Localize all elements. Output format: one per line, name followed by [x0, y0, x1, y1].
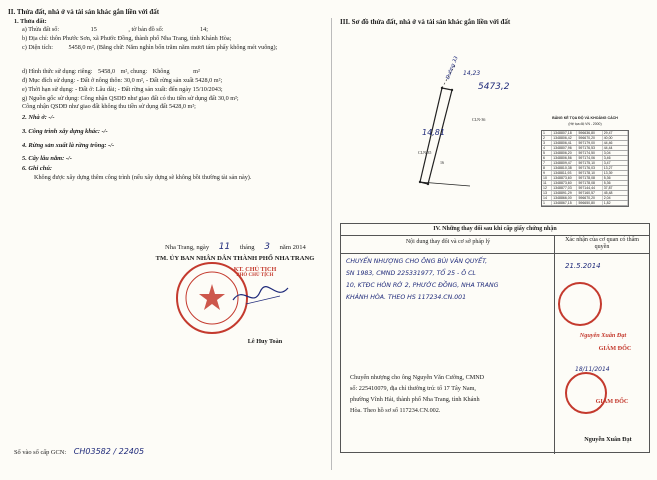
- coords-cell: 597178,10: [577, 171, 602, 175]
- map-neighbor-3: 16: [440, 160, 444, 165]
- coords-row: [542, 201, 628, 206]
- usage-form-label: d) Hình thức sử dụng: riêng:: [22, 68, 93, 75]
- coords-cell: 10: [542, 176, 552, 180]
- coords-cell: 7: [542, 161, 552, 165]
- cert-value: CH03582 / 22405: [73, 447, 145, 456]
- usage-unit2: m²: [193, 68, 200, 75]
- coords-cell: 5: [542, 151, 552, 155]
- typed-line-1: Chuyển nhượng cho ông Nguyễn Văn Cường, CMND: [350, 374, 485, 381]
- parcel-heading: 1. Thửa đất:: [14, 18, 47, 25]
- term-label: e) Thời hạn sử dụng:: [22, 86, 74, 93]
- signer-role-1: KT. CHỦ TỊCH: [233, 266, 277, 273]
- confirm-role-2: GIÁM ĐỐC: [595, 398, 629, 405]
- cert-label: Số vào sổ cấp GCN:: [14, 449, 67, 456]
- col-confirm-header: Xác nhận của cơ quan có thẩm quyền: [555, 236, 649, 254]
- coords-cell: 1348809,47: [552, 161, 577, 165]
- address-line: b) Địa chỉ: thôn Phước Sơn, xã Phước Đồng, thành phố Nha Trang, tỉnh Khánh Hòa;: [22, 35, 232, 42]
- signature-icon: [228, 280, 298, 310]
- coords-cell: 2: [542, 136, 552, 140]
- coords-cell: 597179,00: [577, 141, 602, 145]
- map-area: 5473,2: [478, 82, 510, 92]
- purpose-label: đ) Mục đích sử dụng:: [22, 77, 76, 84]
- coords-cell: 3: [542, 141, 552, 145]
- col-content-header: Nội dung thay đổi và cơ sở pháp lý: [341, 236, 555, 254]
- coords-cell: 1348866,00: [552, 196, 577, 200]
- coords-cell: 597178,08: [577, 176, 602, 180]
- usage-private: 5458,0: [98, 68, 116, 75]
- map-dim-2: 14,81: [422, 128, 445, 137]
- typed-line-3: phường Vĩnh Hải, thành phố Nha Trang, tỉnh Khánh: [350, 396, 480, 403]
- coords-cell: 597178,08: [577, 181, 602, 185]
- coords-cell: 1348807,96: [552, 146, 577, 150]
- year-label: năm 2014: [279, 244, 306, 251]
- coords-cell: 596670,20: [577, 196, 602, 200]
- coords-cell: 13,39: [603, 171, 628, 175]
- coords-cell: 1348873,60: [552, 181, 577, 185]
- area-label: c) Diện tích:: [22, 44, 53, 51]
- coords-cell: 1348806,20: [552, 151, 577, 155]
- coords-cell: 13: [542, 191, 552, 195]
- coords-cell: 1348810,38: [552, 166, 577, 170]
- coords-cell: 1348807,18: [552, 131, 577, 135]
- map-no-label: , tờ bản đồ số:: [128, 26, 164, 33]
- signer-name: Lê Huy Toàn: [247, 338, 283, 345]
- changes-title: IV. Những thay đổi sau khi cấp giấy chứng nhận: [341, 224, 649, 236]
- coords-cell: 3,47: [603, 161, 628, 165]
- place-date-prefix: Nha Trang, ngày: [165, 244, 210, 251]
- other-works-heading: 3. Công trình xây dựng khác: -/-: [22, 128, 108, 135]
- signer-role-2: PHÓ CHỦ TỊCH: [236, 273, 274, 278]
- purpose-2: - Đất rừng sản xuất 5428,0 m²;: [145, 77, 223, 84]
- coords-cell: 596670,20: [577, 136, 602, 140]
- cert-number: [14, 447, 144, 456]
- coords-cell: 1348877,03: [552, 186, 577, 190]
- term-line: [22, 86, 223, 93]
- handwritten-line-2: SN 1983, CMND 225331977, TỔ 25 - Ô CL: [346, 270, 476, 277]
- origin-line: [22, 95, 239, 102]
- coords-cell: 597176,53: [577, 146, 602, 150]
- coords-cell: 5,36: [603, 176, 628, 180]
- coords-cell: 1348806,56: [552, 156, 577, 160]
- parcel-no-label: a) Thửa đất số:: [22, 26, 60, 33]
- origin-2: Công nhận QSDĐ như giao đất không thu tiền sử dụng đất 5428,0 m²;: [22, 103, 196, 110]
- coords-cell: 1: [542, 131, 552, 135]
- area-value: 5458,0: [68, 44, 86, 51]
- parcel-map: [380, 60, 540, 200]
- area-words: (Bằng chữ: Năm nghìn bốn trăm năm mươi tám phẩy không mét vuông);: [96, 44, 278, 51]
- origin-label: g) Nguồn gốc sử dụng:: [22, 95, 79, 102]
- section-iii-title: III. Sơ đồ thửa đất, nhà ở và tài sản khác gắn liền với đất: [340, 18, 511, 26]
- coords-cell: 4: [542, 146, 552, 150]
- confirm-role-1: GIÁM ĐỐC: [598, 345, 632, 352]
- coords-cell: 1348873,60: [552, 176, 577, 180]
- coords-cell: 29,47: [603, 131, 628, 135]
- coords-cell: 40,00: [603, 136, 628, 140]
- coords-cell: 9: [542, 171, 552, 175]
- coords-cell: 1348811,93: [552, 171, 577, 175]
- typed-line-4: Hòa. Theo hồ sơ số 117234.CN.002.: [350, 407, 441, 414]
- coords-cell: 597144,44: [577, 186, 602, 190]
- map-no-value: 14;: [200, 26, 208, 33]
- planted-forest-heading: 4. Rừng sản xuất là rừng trồng: -/-: [22, 142, 115, 149]
- changes-content-column: [341, 236, 555, 454]
- confirm-seal-icon-2: [565, 372, 607, 414]
- coords-cell: 597174,50: [577, 151, 602, 155]
- section-ii-title: II. Thửa đất, nhà ở và tài sản khác gắn liền với đất: [8, 8, 160, 16]
- area-line: [22, 44, 277, 51]
- month-label: tháng: [239, 244, 255, 251]
- coords-cell: 1348806,42: [552, 136, 577, 140]
- coords-cell: 11: [542, 181, 552, 185]
- notes-heading: 6. Ghi chú:: [22, 165, 53, 172]
- confirm-date-1: 21.5.2014: [565, 262, 601, 270]
- coords-cell: 596650,80: [577, 201, 602, 205]
- parcel-number-line: [22, 26, 208, 33]
- coords-cell: 2,04: [603, 196, 628, 200]
- coords-cell: 597160,57: [577, 191, 602, 195]
- typed-line-2: số: 225410079, địa chỉ thường trú: tổ 17 Tây Nam,: [350, 385, 476, 392]
- place-date: [165, 242, 306, 252]
- map-neighbor-2: CLN-35: [418, 150, 432, 155]
- perennial-trees-heading: 5. Cây lâu năm: -/-: [22, 155, 72, 162]
- confirm-name-1: Nguyễn Xuân Đạt: [579, 332, 627, 339]
- confirm-name-2: Nguyễn Xuân Đạt: [584, 436, 632, 443]
- house-heading: 2. Nhà ở: -/-: [22, 114, 55, 121]
- coords-cell: 1,82: [603, 201, 628, 205]
- coords-subtitle: (Hệ tọa độ VN - 2000): [568, 122, 602, 126]
- coords-cell: 13,27: [603, 166, 628, 170]
- note-text: Không được xây dựng thêm công trình (nếu xây dựng sẽ không bồi thường tài sản này).: [34, 174, 252, 181]
- day-value: 11: [218, 242, 231, 252]
- coords-cell: 1: [542, 201, 552, 205]
- coords-cell: 1348806,41: [552, 141, 577, 145]
- map-road-label: Đường 33: [445, 55, 460, 81]
- page-divider: [331, 18, 332, 470]
- term-1: - Đất ở: Lâu dài;: [75, 86, 117, 93]
- authority-title: TM. ỦY BAN NHÂN DÂN THÀNH PHỐ NHA TRANG: [155, 255, 315, 262]
- coords-cell: 597175,10: [577, 161, 602, 165]
- coords-cell: 596636,80: [577, 131, 602, 135]
- parcel-no-value: 15: [90, 26, 97, 33]
- coords-cell: 1348867,15: [552, 201, 577, 205]
- coords-cell: 597176,03: [577, 166, 602, 170]
- coords-cell: 6: [542, 156, 552, 160]
- coords-cell: 5,36: [603, 181, 628, 185]
- coords-table: [541, 130, 629, 207]
- coords-cell: 45,48: [603, 191, 628, 195]
- coords-cell: 3,04: [603, 151, 628, 155]
- coords-cell: 12: [542, 186, 552, 190]
- usage-common: Không: [152, 68, 170, 75]
- usage-unit: m², chung:: [120, 68, 148, 75]
- coords-cell: 8: [542, 166, 552, 170]
- coords-cell: 44,46: [603, 141, 628, 145]
- term-2: - Đất rừng sản xuất: đến ngày 15/10/2043;: [117, 86, 223, 93]
- coords-cell: 597174,06: [577, 156, 602, 160]
- confirm-seal-icon-1: [558, 282, 602, 326]
- coords-cell: 44,44: [603, 146, 628, 150]
- confirm-date-2: 18/11/2014: [575, 366, 610, 373]
- coords-cell: 3,46: [603, 156, 628, 160]
- usage-form-line: [22, 68, 200, 75]
- handwritten-line-4: KHÁNH HÒA. THEO HS 117234.CN.001: [346, 294, 467, 301]
- purpose-line: [22, 77, 222, 84]
- area-unit: m²,: [87, 44, 96, 51]
- coords-title: BẢNG KÊ TỌA ĐỘ VÀ KHOẢNG CÁCH: [552, 116, 618, 120]
- month-value: 3: [264, 242, 270, 252]
- origin-1: Công nhận QSDĐ như giao đất có thu tiền sử dụng đất 30,0 m²;: [80, 95, 239, 102]
- map-neighbor-1: CLN-36: [472, 117, 486, 122]
- purpose-1: - Đất ở nông thôn: 30,0 m²,: [76, 77, 145, 84]
- handwritten-line-1: CHUYỂN NHƯỢNG CHO ÔNG BÙI VĂN QUYẾT,: [346, 258, 488, 265]
- map-dim-1: 14,23: [463, 70, 481, 77]
- handwritten-line-3: 10, KTĐC HÒN RỚ 2, PHƯỚC ĐỒNG, NHA TRANG: [346, 282, 499, 289]
- coords-cell: 14: [542, 196, 552, 200]
- coords-cell: 1348891,29: [552, 191, 577, 195]
- coords-cell: 37,87: [603, 186, 628, 190]
